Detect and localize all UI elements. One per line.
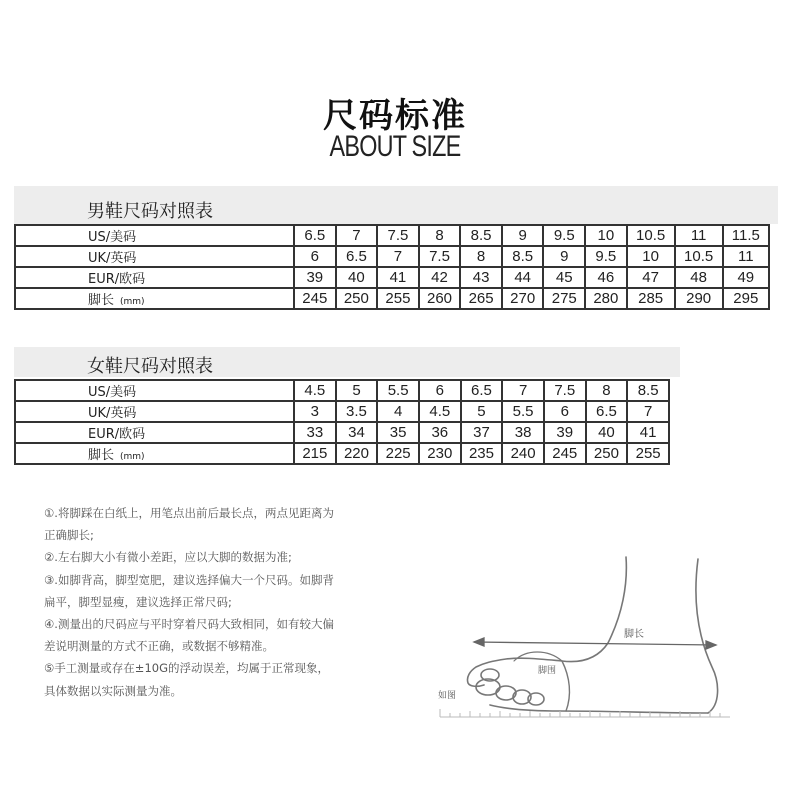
- size-cell: 6: [294, 246, 336, 267]
- row-header-label: UK/英码: [88, 251, 137, 266]
- note-line: ④.测量出的尺码应与平时穿着尺码大致相同，如有较大偏: [44, 617, 334, 632]
- size-cell: 275: [543, 288, 585, 309]
- note-line: ②.左右脚大小有微小差距，应以大脚的数据为准;: [44, 550, 292, 565]
- row-header: [15, 246, 294, 267]
- size-cell: 10: [585, 225, 627, 246]
- size-cell: 10.5: [627, 225, 675, 246]
- size-cell: 5: [336, 380, 378, 401]
- size-cell: 44: [502, 267, 544, 288]
- size-cell: 8.5: [460, 225, 502, 246]
- note-line: ③.如脚背高，脚型宽肥，建议选择偏大一个尺码。如脚背: [44, 572, 334, 587]
- women-size-table: [14, 379, 670, 465]
- size-cell: 43: [460, 267, 502, 288]
- note-line: 差说明测量的方式不正确，或数据不够精准。: [44, 639, 274, 654]
- size-cell: 290: [675, 288, 723, 309]
- size-cell: 35: [377, 422, 419, 443]
- size-cell: 255: [627, 443, 669, 464]
- size-cell: 41: [377, 267, 419, 288]
- size-cell: 3.5: [336, 401, 378, 422]
- size-cell: 45: [543, 267, 585, 288]
- size-cell: 4: [377, 401, 419, 422]
- row-header-label: US/美码: [88, 385, 137, 400]
- note-line: 具体数据以实际测量为准。: [44, 683, 182, 698]
- row-header: [15, 225, 294, 246]
- girth-tape: [562, 661, 569, 711]
- row-header-label: US/美码: [88, 230, 137, 245]
- size-cell: 6.5: [336, 246, 378, 267]
- size-cell: 7: [377, 246, 419, 267]
- size-cell: 11: [723, 246, 769, 267]
- girth-label: 脚围: [538, 666, 557, 676]
- row-header: [15, 401, 294, 422]
- size-row: [15, 443, 669, 464]
- row-header: [15, 422, 294, 443]
- size-cell: 220: [336, 443, 378, 464]
- size-cell: 5: [461, 401, 503, 422]
- example-label: 如图: [438, 691, 457, 701]
- size-cell: 9: [543, 246, 585, 267]
- size-cell: 9.5: [585, 246, 627, 267]
- row-header: [15, 288, 294, 309]
- length-arrowhead-left: [474, 638, 484, 646]
- size-cell: 3: [294, 401, 336, 422]
- size-cell: 7.5: [419, 246, 461, 267]
- size-row: [15, 401, 669, 422]
- size-cell: 5.5: [502, 401, 544, 422]
- size-cell: 48: [675, 267, 723, 288]
- size-cell: 215: [294, 443, 336, 464]
- women-table-title: 女鞋尺码对照表: [87, 356, 213, 377]
- size-cell: 7: [627, 401, 669, 422]
- men-table-title: 男鞋尺码对照表: [87, 201, 213, 222]
- size-cell: 7: [336, 225, 378, 246]
- size-cell: 250: [336, 288, 378, 309]
- size-cell: 40: [336, 267, 378, 288]
- size-cell: 8.5: [502, 246, 544, 267]
- size-cell: 245: [544, 443, 586, 464]
- size-cell: 235: [461, 443, 503, 464]
- row-header-label: EUR/欧码: [88, 427, 146, 442]
- size-cell: 285: [627, 288, 675, 309]
- size-cell: 8: [460, 246, 502, 267]
- size-row: [15, 288, 769, 309]
- size-cell: 260: [419, 288, 461, 309]
- size-cell: 265: [460, 288, 502, 309]
- size-cell: 8.5: [627, 380, 669, 401]
- size-cell: 295: [723, 288, 769, 309]
- size-cell: 7.5: [377, 225, 419, 246]
- size-row: [15, 422, 669, 443]
- size-cell: 8: [586, 380, 628, 401]
- note-line: 正确脚长;: [44, 528, 94, 543]
- size-cell: 46: [585, 267, 627, 288]
- row-header-unit: (mm): [120, 297, 145, 307]
- size-cell: 34: [336, 422, 378, 443]
- foot-measurement-diagram: [430, 545, 740, 735]
- measurement-notes: [44, 502, 404, 702]
- size-cell: 245: [294, 288, 336, 309]
- size-row: [15, 246, 769, 267]
- row-header-label: UK/英码: [88, 406, 137, 421]
- ankle-outline: [696, 559, 718, 713]
- size-cell: 7.5: [544, 380, 586, 401]
- size-cell: 36: [419, 422, 461, 443]
- size-cell: 42: [419, 267, 461, 288]
- size-cell: 5.5: [377, 380, 419, 401]
- length-arrowhead-right: [706, 641, 716, 649]
- size-cell: 10.5: [675, 246, 723, 267]
- size-cell: 280: [585, 288, 627, 309]
- size-cell: 11.5: [723, 225, 769, 246]
- size-cell: 6.5: [294, 225, 336, 246]
- row-header: [15, 443, 294, 464]
- row-header-label: 脚长: [88, 293, 115, 308]
- row-header: [15, 380, 294, 401]
- size-cell: 6: [419, 380, 461, 401]
- size-cell: 8: [419, 225, 461, 246]
- size-cell: 10: [627, 246, 675, 267]
- size-cell: 39: [544, 422, 586, 443]
- note-line: ①.将脚踩在白纸上，用笔点出前后最长点，两点见距离为: [44, 506, 334, 520]
- size-row: [15, 380, 669, 401]
- size-cell: 255: [377, 288, 419, 309]
- page-title: 尺码标准: [323, 96, 467, 136]
- size-cell: 41: [627, 422, 669, 443]
- size-cell: 230: [419, 443, 461, 464]
- row-header: [15, 267, 294, 288]
- size-cell: 38: [502, 422, 544, 443]
- size-cell: 4.5: [294, 380, 336, 401]
- sole-outline: [490, 705, 708, 713]
- size-cell: 240: [502, 443, 544, 464]
- row-header-label: 脚长: [88, 448, 115, 463]
- size-cell: 4.5: [419, 401, 461, 422]
- size-cell: 6: [544, 401, 586, 422]
- size-cell: 39: [294, 267, 336, 288]
- note-line: ⑤手工测量或存在±10G的浮动误差，均属于正常现象，: [44, 661, 329, 676]
- size-cell: 9: [502, 225, 544, 246]
- size-cell: 7: [502, 380, 544, 401]
- size-cell: 6.5: [461, 380, 503, 401]
- size-cell: 225: [377, 443, 419, 464]
- size-row: [15, 225, 769, 246]
- size-cell: 40: [586, 422, 628, 443]
- size-cell: 49: [723, 267, 769, 288]
- size-cell: 250: [586, 443, 628, 464]
- size-cell: 47: [627, 267, 675, 288]
- size-cell: 270: [502, 288, 544, 309]
- row-header-unit: (mm): [120, 452, 145, 462]
- note-line: 扁平，脚型显瘦，建议选择正常尺码;: [44, 594, 232, 609]
- size-cell: 11: [675, 225, 723, 246]
- size-cell: 9.5: [543, 225, 585, 246]
- size-row: [15, 267, 769, 288]
- men-size-table: [14, 224, 770, 310]
- length-arrow-line: [474, 642, 716, 645]
- row-header-label: EUR/欧码: [88, 272, 146, 287]
- length-label: 脚长: [624, 629, 644, 640]
- page-subtitle: ABOUT SIZE: [329, 130, 461, 163]
- size-cell: 37: [461, 422, 503, 443]
- size-cell: 33: [294, 422, 336, 443]
- size-cell: 6.5: [586, 401, 628, 422]
